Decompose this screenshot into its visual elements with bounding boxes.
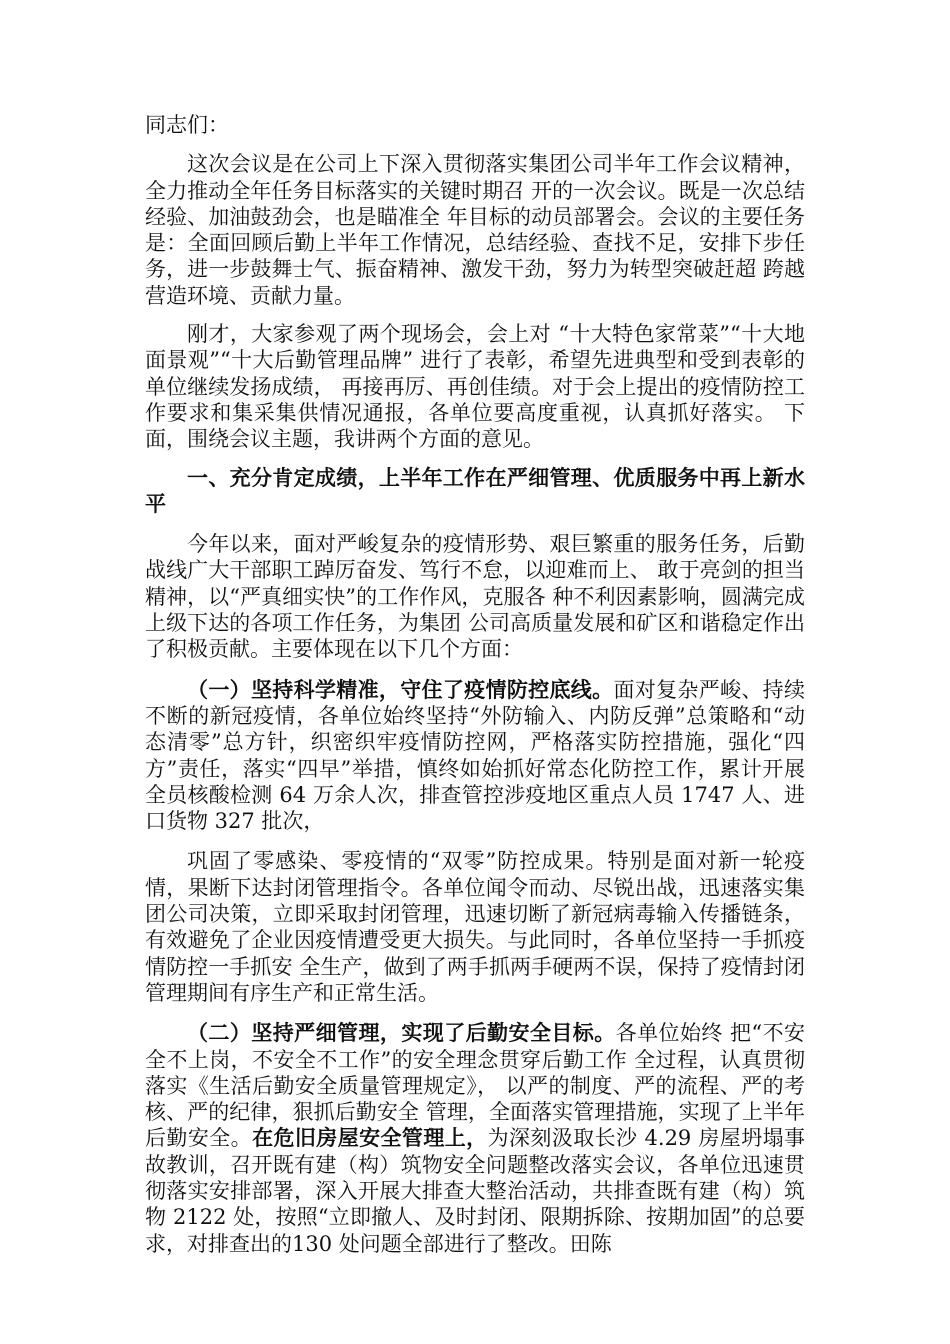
subheading-safety-management: （二）坚持严细管理，实现了后勤安全目标。 bbox=[187, 1020, 616, 1046]
paragraph-zero-infection: 巩固了零感染、零疫情的“双零”防控成果。特别是面对新一轮疫情，果断下达封闭管理指令。各单位闻令而动、尽锐出战，迅速落实集团公司决策，立即采取封闭管理，迅速切断了新冠病毒输入传播链条，有效避免了企业因疫情遭受更大损失。与此同时，各单位坚持一手抓疫情防控一手抓安 全生产，做到了两手抓两手硬两不误，保持了疫情封闭管理期间有序生产和正常生活。 bbox=[145, 849, 805, 1005]
paragraph-meeting-purpose: 这次会议是在公司上下深入贯彻落实集团公司半年工作会议精神，全力推动全年任务目标落实的关键时期召 开的一次会议。既是一次总结经验、加油鼓劲会，也是瞄准全 年目标的动员部署会。会议的主要任务是：全面回顾后勤上半年工作情况，总结经验、查找不足，安排下步任务，进一步鼓舞士气、振奋精神、激发干劲，努力为转型突破赶超 跨越营造环境、贡献力量。 bbox=[145, 152, 805, 308]
section-heading-1: 一、充分肯定成绩，上半年工作在严细管理、优质服务中再上新水平 bbox=[145, 464, 805, 516]
document-page bbox=[145, 112, 805, 1270]
paragraph-epidemic-control-text: 面对复杂严峻、持续不断的新冠疫情，各单位始终坚持“外防输入、内防反弹”总策略和“动态清零”总方针，织密织牢疫情防控网，严格落实防控措施，强化“四方”责任，落实“四早”举措，慎终如始抓好常态化防控工作，累计开展全员核酸检测 64 万余人次，排查管控涉疫地区重点人员 1747 人、进口货物 327 批次， bbox=[145, 677, 806, 834]
paragraph-housing-text: 为深刻汲取长沙 4.29 房屋坍塌事故教训，召开既有建（构）筑物安全问题整改落实会议，各单位迅速贯彻落实安排部署，深入开展大排查大整治活动，共排查既有建（构）筑物 2122 处，按照“立即撤人、及时封闭、限期拆除、按期加固”的总要求，对排查出的130 处问题全部进行了整改。田陈 bbox=[145, 1126, 806, 1256]
salutation: 同志们： bbox=[145, 113, 229, 137]
subheading-epidemic-control: （一）坚持科学精准，守住了疫情防控底线。 bbox=[187, 676, 614, 702]
paragraph-achievements-intro: 今年以来，面对严峻复杂的疫情形势、艰巨繁重的服务任务，后勤战线广大干部职工踔厉奋发、笃行不怠，以迎难而上、 敢于亮剑的担当精神，以“严真细实快”的工作作风，克服各 种不利因素影响，圆满完成上级下达的各项工作任务，为集团 公司高质量发展和矿区和谐稳定作出了积极贡献。主要体现在以下几个方面： bbox=[145, 532, 805, 662]
paragraph-safety-management bbox=[145, 1020, 805, 1257]
paragraph-epidemic-control bbox=[145, 677, 805, 835]
paragraph-site-meeting: 刚才，大家参观了两个现场会，会上对 “十大特色家常菜”“十大地面景观”“十大后勤管理品牌” 进行了表彰，希望先进典型和受到表彰的单位继续发扬成绩， 再接再厉、再创佳绩。对于会上提出的疫情防控工作要求和集采集供情况通报，各单位要高度重视，认真抓好落实。 下面，围绕会议主题，我讲两个方面的意见。 bbox=[145, 322, 805, 452]
paragraph-safety-text: 各单位始终 把“不安全不上岗，不安全不工作”的安全理念贯穿后勤工作 全过程，认真贯彻落实《生活后勤安全质量管理规定》， 以严的制度、严的流程、严的考核、严的纪律，狠抓后勤安全 管理，全面落实管理措施，实现了上半年后勤安全。 bbox=[145, 1021, 806, 1151]
subheading-old-housing: 在危旧房屋安全管理上， bbox=[252, 1125, 488, 1151]
